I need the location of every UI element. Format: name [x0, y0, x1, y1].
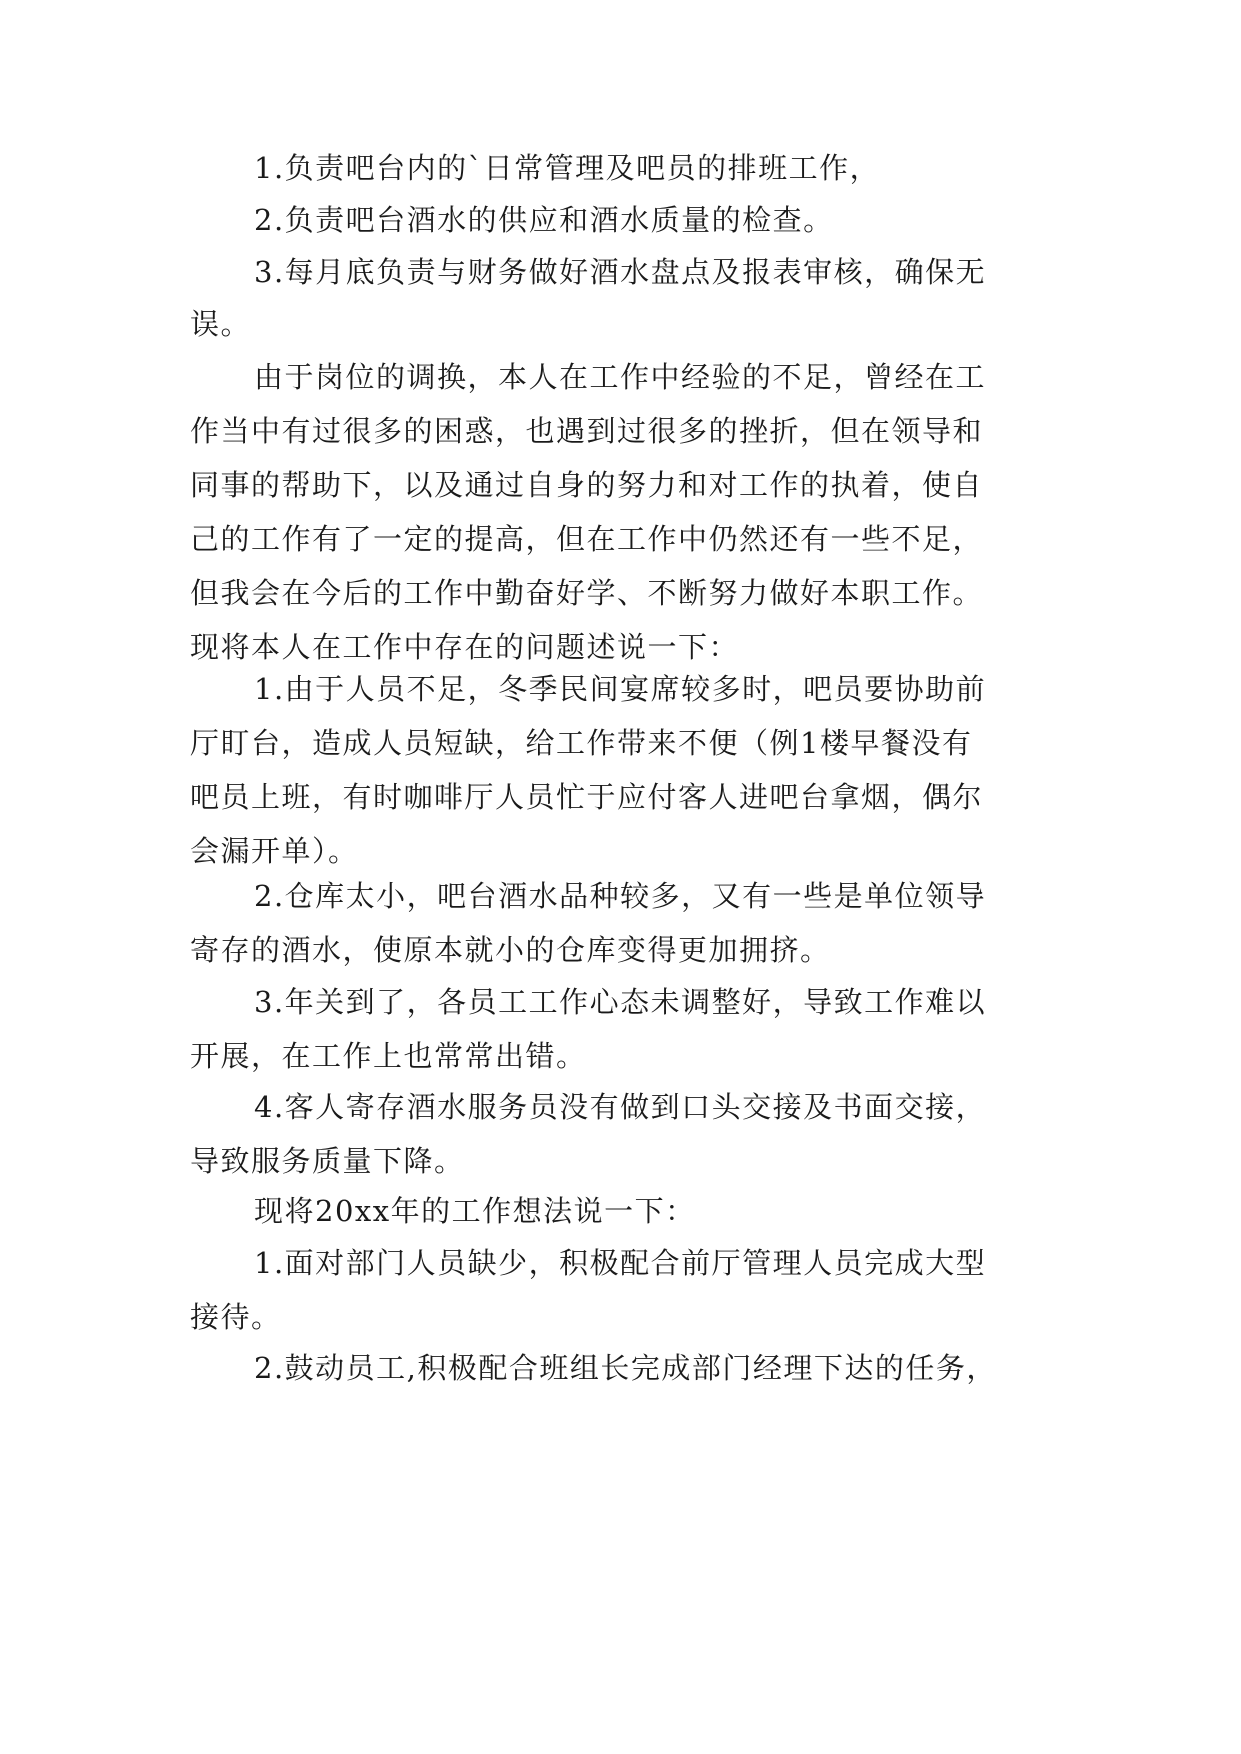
text-line: 1.负责吧台内的`日常管理及吧员的排班工作， [254, 151, 881, 185]
text-line: 厅盯台，造成人员短缺，给工作带来不便（例1楼早餐没有 [190, 726, 973, 760]
text-line: 现将20xx年的工作想法说一下： [254, 1194, 696, 1228]
text-line: 2.鼓动员工,积极配合班组长完成部门经理下达的任务， [254, 1351, 997, 1385]
text-line: 同事的帮助下，以及通过自身的努力和对工作的执着，使自 [190, 468, 984, 502]
text-line: 误。 [190, 307, 252, 341]
paragraph-problem-2 [190, 865, 1070, 981]
text-line: 寄存的酒水，使原本就小的仓库变得更加拥挤。 [190, 933, 831, 967]
paragraph-summary [190, 346, 1070, 678]
text-line: 由于岗位的调换，本人在工作中经验的不足，曾经在工 [254, 360, 987, 394]
text-line: 现将本人在工作中存在的问题述说一下： [190, 630, 740, 664]
text-line: 1.由于人员不足，冬季民间宴席较多时，吧员要协助前 [254, 672, 987, 706]
paragraph-problem-4 [190, 1076, 1070, 1192]
text-line: 1.面对部门人员缺少，积极配合前厅管理人员完成大型 [254, 1246, 987, 1280]
paragraph-duty-3 [190, 241, 1070, 355]
text-line: 接待。 [190, 1300, 282, 1334]
text-line: 2.负责吧台酒水的供应和酒水质量的检查。 [254, 203, 834, 237]
paragraph-problem-3 [190, 971, 1070, 1087]
text-line: 己的工作有了一定的提高，但在工作中仍然还有一些不足， [190, 522, 984, 556]
text-line: 2.仓库太小，吧台酒水品种较多，又有一些是单位领导 [254, 879, 987, 913]
paragraph-problem-1 [190, 658, 1070, 882]
text-line: 3.每月底负责与财务做好酒水盘点及报表审核，确保无 [254, 255, 987, 289]
text-line: 4.客人寄存酒水服务员没有做到口头交接及书面交接， [254, 1090, 987, 1124]
text-line: 会漏开单）。 [190, 834, 359, 868]
text-line: 作当中有过很多的困惑，也遇到过很多的挫折，但在领导和 [190, 414, 984, 448]
text-line: 导致服务质量下降。 [190, 1144, 465, 1178]
text-line: 但我会在今后的工作中勤奋好学、不断努力做好本职工作。 [190, 576, 984, 610]
text-line: 开展，在工作上也常常出错。 [190, 1039, 587, 1073]
paragraph-plan-1 [190, 1232, 1070, 1348]
paragraph-plan-2 [190, 1337, 1070, 1399]
text-line: 3.年关到了，各员工工作心态未调整好，导致工作难以 [254, 985, 987, 1019]
text-line: 吧员上班，有时咖啡厅人员忙于应付客人进吧台拿烟，偶尔 [190, 780, 984, 814]
